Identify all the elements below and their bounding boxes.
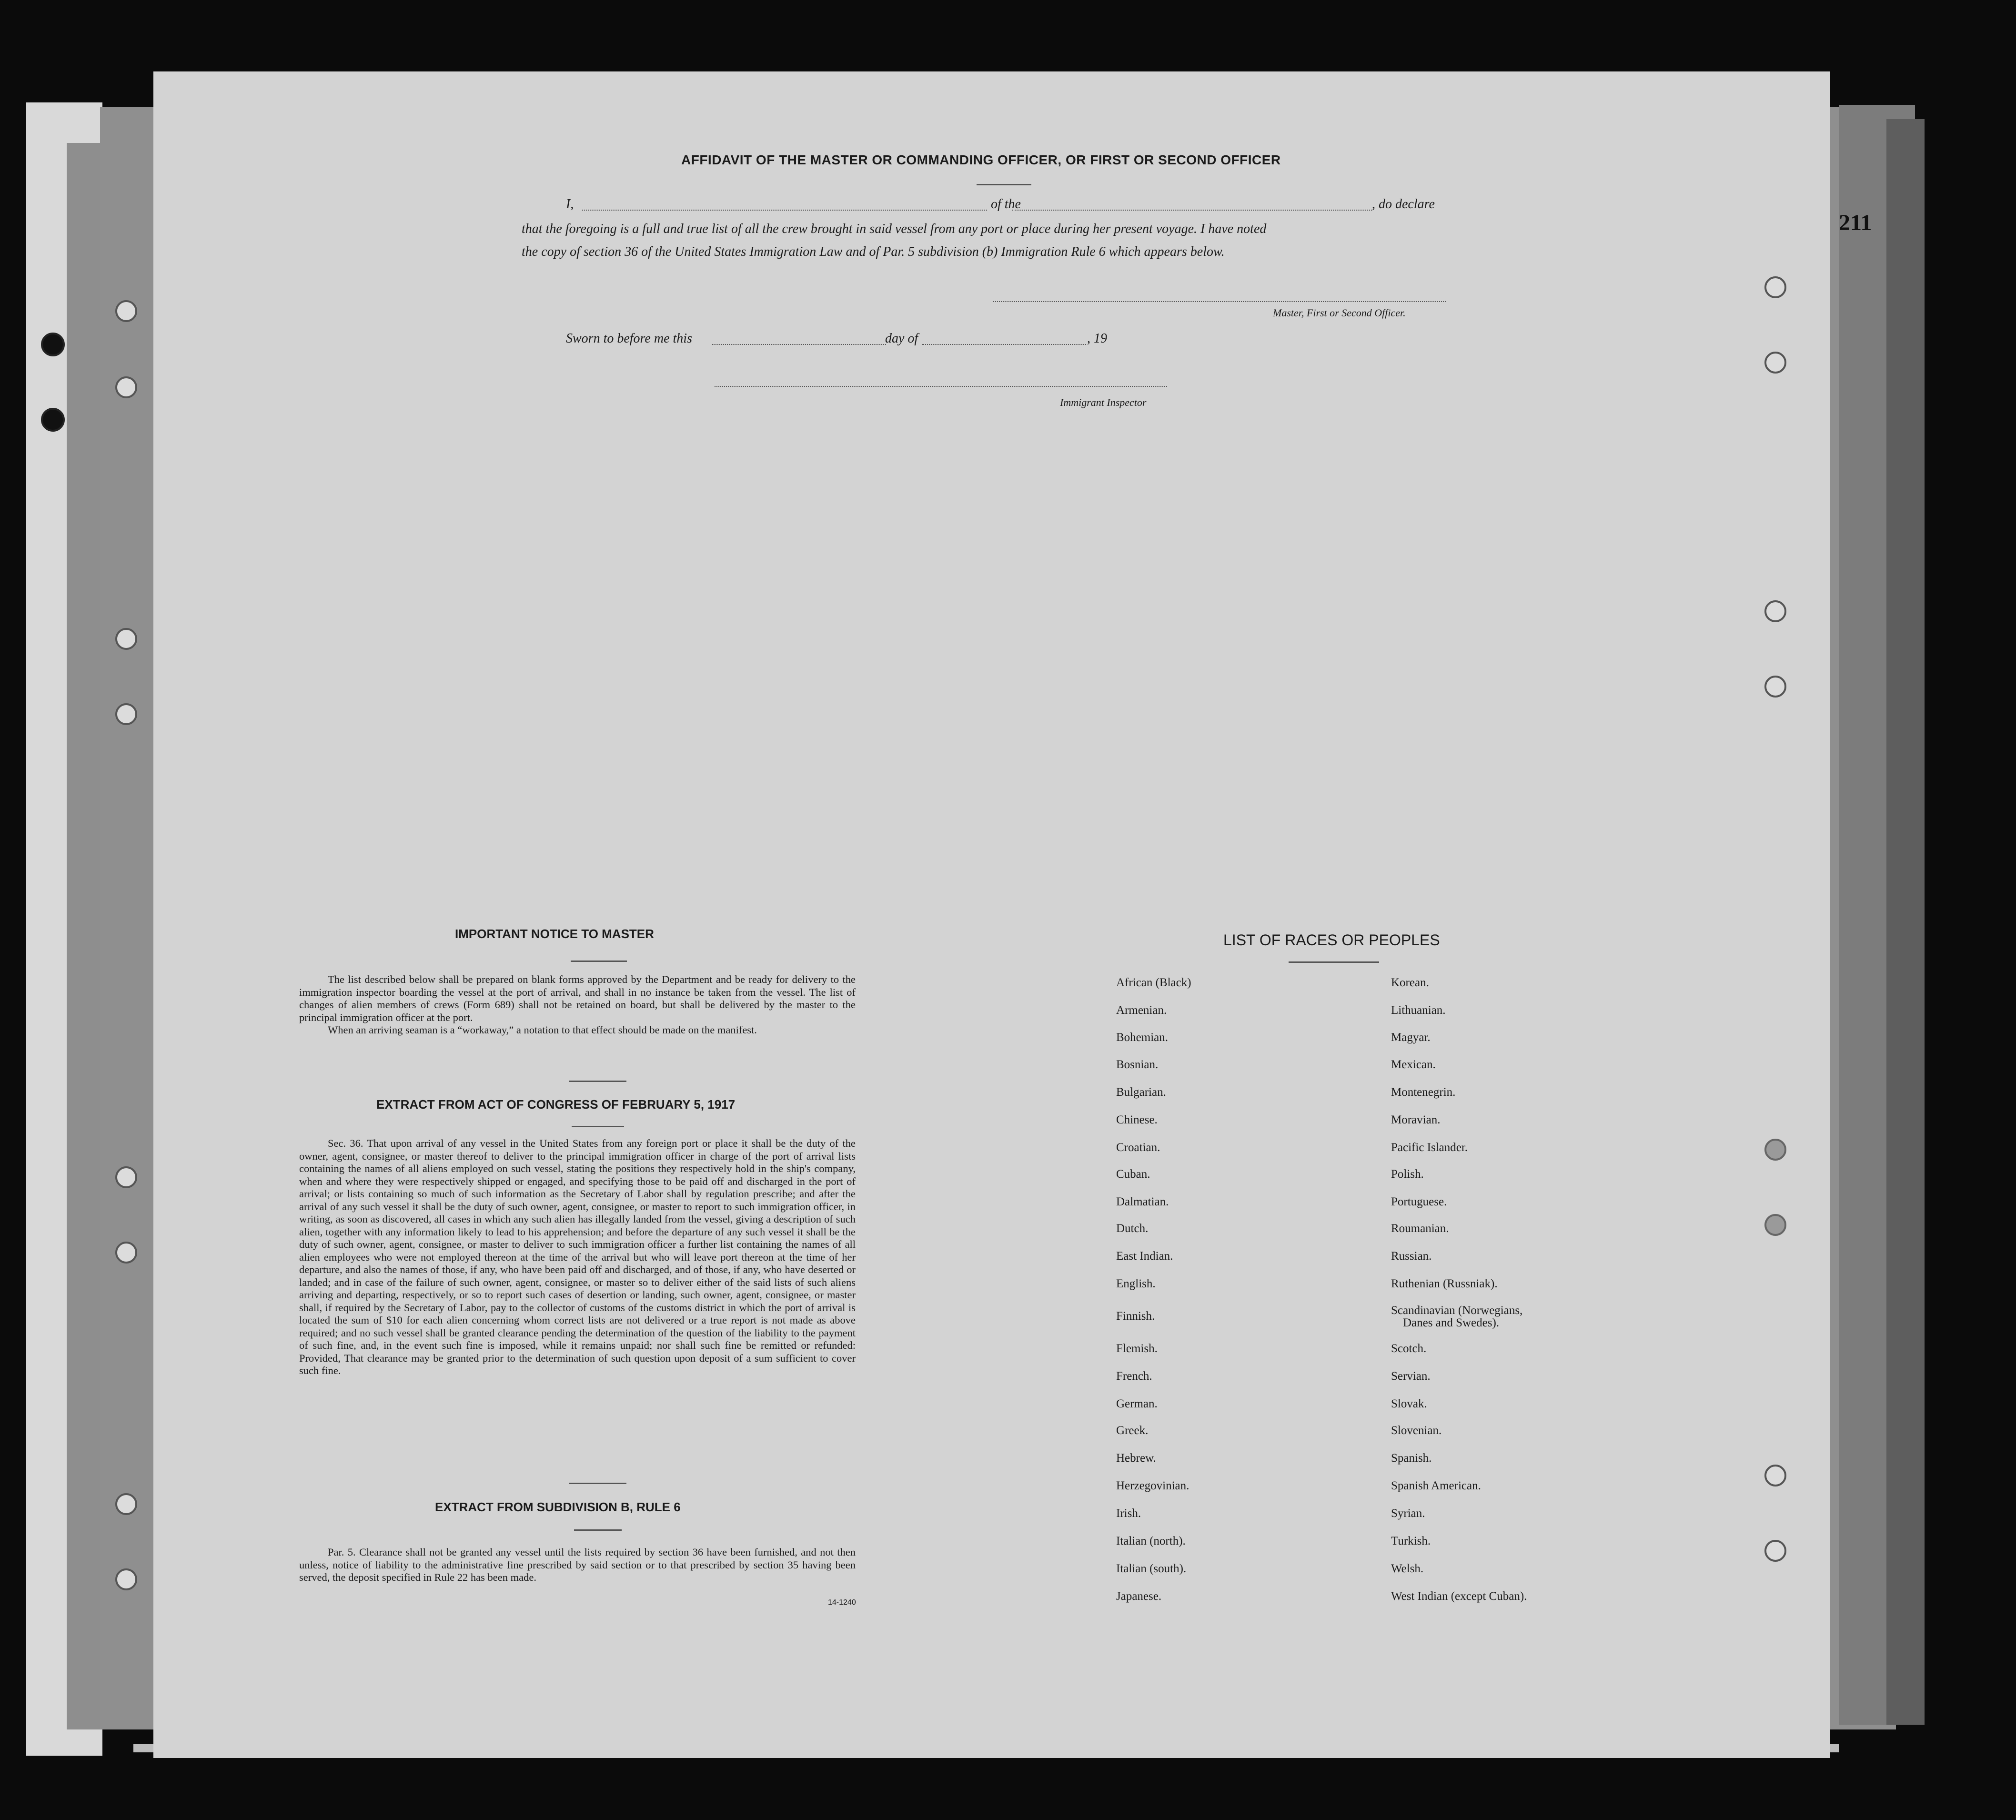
race-item: Servian.	[1391, 1370, 1431, 1383]
race-item: Mexican.	[1391, 1058, 1436, 1071]
punch-hole-icon	[115, 300, 137, 322]
vessel-name-field[interactable]	[1012, 210, 1372, 211]
notice-paragraph-2: When an arriving seaman is a “workaway,” a notation to that effect should be made on the manifest.	[328, 1024, 757, 1036]
race-item: Polish.	[1391, 1168, 1424, 1181]
master-signature-caption: Master, First or Second Officer.	[1273, 307, 1406, 319]
race-item: Armenian.	[1116, 1004, 1167, 1017]
race-item: Welsh.	[1391, 1562, 1424, 1575]
notice-paragraph-1: The list described below shall be prepared on blank forms approved by the Department and be ready for delivery to the immigration inspector boarding the vessel at the port of arrival, and shall in no instance be taken from the vessel. The list of changes of alien members of crews (Form 689) shall not be retained on board, but shall be delivered by the master to the principal immigration officer at the port.	[299, 973, 856, 1023]
punch-hole-icon	[115, 1166, 137, 1188]
sworn-month-field[interactable]	[922, 344, 1086, 345]
race-item: Croatian.	[1116, 1141, 1160, 1154]
rule-underline	[574, 1529, 622, 1531]
race-item: Flemish.	[1116, 1342, 1158, 1355]
race-item: Syrian.	[1391, 1507, 1425, 1520]
act-separator	[569, 1483, 626, 1484]
race-item: Bosnian.	[1116, 1058, 1159, 1071]
race-item: Slovak.	[1391, 1397, 1427, 1410]
title-underline	[977, 184, 1031, 185]
race-item: Dalmatian.	[1116, 1195, 1169, 1208]
affidavit-line-3: the copy of section 36 of the United States Immigration Law and of Par. 5 subdivision (b) Immigration Rule 6 which appears below.	[522, 244, 1225, 259]
race-item: Pacific Islander.	[1391, 1141, 1468, 1154]
inspector-caption: Immigrant Inspector	[1060, 396, 1147, 408]
race-item: Turkish.	[1391, 1535, 1431, 1547]
race-item: West Indian (except Cuban).	[1391, 1590, 1527, 1603]
race-item: Japanese.	[1116, 1590, 1162, 1603]
act-section-36-text: Sec. 36. That upon arrival of any vessel in the United States from any foreign port or place it shall be the duty of the owner, agent, consignee, or master thereof to deliver to the principal immigration officer in charge of the port of arrival lists containing the names of all aliens employed on such vessel, stating the positions they respectively hold in the ship's company, when and where they were respectively shipped or engaged, and specifying those to be paid off and discharged in the port of arrival; or lists containing so much of such information as the Secretary of Labor shall by regulation prescribe; and after the arrival of any such vessel it shall be the duty of such owner, agent, consignee, or master to report to such immigration officer, in writing, as soon as discovered, all cases in which any such alien has illegally landed from the vessel, giving a description of such alien, together with any information likely to lead to his apprehension; and before the departure of any such vessel it shall be the duty of such owner, agent, consignee, or master to deliver to such immigration officer a further list containing the names of all alien employees who were not employed thereon at the time of the arrival but who will leave port thereon at the time of her departure, and also the names of those, if any, who have been paid off and discharged, and of those, if any, who have deserted or landed; and in case of the failure of such owner, agent, consignee, or master so to deliver either of the said lists of such aliens arriving and departing, respectively, or so to report such cases of desertion or landing, such owner, agent, consignee, or master shall, if required by the Secretary of Labor, pay to the collector of customs of the customs district in which the port of arrival is located the sum of $10 for each alien concerning whom correct lists are not delivered or a true report is not made as above required; and no such vessel shall be granted clearance pending the determination of the question of the liability to the payment of such fine, and, in the event such fine is imposed, while it remains unpaid; nor shall such fine be remitted or refunded: Provided, That clearance may be granted prior to the determination of such question upon deposit of a sum sufficient to cover such fine.	[299, 1137, 856, 1376]
race-item: Moravian.	[1391, 1113, 1441, 1126]
affidavit-declare-label: , do declare	[1372, 197, 1435, 212]
punch-hole-icon	[115, 703, 137, 725]
races-underline	[1289, 961, 1379, 963]
punch-hole-icon	[1764, 1214, 1786, 1236]
race-item: Herzegovinian.	[1116, 1479, 1189, 1492]
day-of-label: day of	[885, 331, 918, 346]
act-title: EXTRACT FROM ACT OF CONGRESS OF FEBRUARY 5, 1917	[376, 1097, 736, 1112]
race-item: Italian (south).	[1116, 1562, 1187, 1575]
race-item: Cuban.	[1116, 1168, 1150, 1181]
race-item: Spanish American.	[1391, 1479, 1481, 1492]
affidavit-of-the-label: of the	[991, 197, 1021, 212]
punch-hole-icon	[1764, 1465, 1786, 1486]
punch-hole-icon	[115, 1493, 137, 1515]
sworn-label: Sworn to before me this	[566, 331, 692, 346]
race-item: Dutch.	[1116, 1222, 1149, 1235]
race-item: Magyar.	[1391, 1031, 1431, 1044]
affidavit-i-label: I,	[566, 197, 574, 212]
race-item: Bohemian.	[1116, 1031, 1169, 1044]
form-code: 14-1240	[828, 1598, 856, 1607]
year-label: , 19	[1087, 331, 1107, 346]
punch-hole-icon	[1764, 600, 1786, 622]
race-item: Irish.	[1116, 1507, 1141, 1520]
race-item: Scotch.	[1391, 1342, 1427, 1355]
race-item: German.	[1116, 1397, 1158, 1410]
race-item: Hebrew.	[1116, 1452, 1156, 1465]
punch-hole-icon	[115, 376, 137, 398]
race-item: Spanish.	[1391, 1452, 1432, 1465]
punch-hole-icon	[115, 1568, 137, 1590]
race-item: Ruthenian (Russniak).	[1391, 1277, 1498, 1290]
rule-paragraph-5-text: Par. 5. Clearance shall not be granted any vessel until the lists required by section 36 have been furnished, and not then unless, notice of liability to the administrative fine prescribed by said section or to that prescribed by section 35 having been served, the deposit specified in Rule 22 has been made.	[299, 1546, 856, 1583]
rule-title: EXTRACT FROM SUBDIVISION B, RULE 6	[435, 1500, 681, 1514]
race-item: Korean.	[1391, 976, 1429, 989]
race-item: Bulgarian.	[1116, 1086, 1166, 1099]
race-item: Finnish.	[1116, 1310, 1155, 1323]
punch-hole-icon	[41, 333, 65, 356]
inspector-signature-field[interactable]	[715, 386, 1167, 387]
race-item: East Indian.	[1116, 1250, 1173, 1263]
master-name-field[interactable]	[582, 210, 987, 211]
notice-title: IMPORTANT NOTICE TO MASTER	[455, 927, 654, 941]
race-item: Greek.	[1116, 1424, 1149, 1437]
punch-hole-icon	[41, 408, 65, 432]
punch-hole-icon	[115, 628, 137, 650]
races-title: LIST OF RACES OR PEOPLES	[1223, 931, 1440, 949]
notice-text	[299, 973, 856, 1037]
notice-underline	[571, 961, 627, 962]
act-underline	[572, 1126, 624, 1127]
page-number: 211	[1839, 210, 1872, 235]
race-item: Slovenian.	[1391, 1424, 1442, 1437]
binder-right-shadow	[1886, 119, 1925, 1725]
notice-separator	[569, 1081, 626, 1082]
race-item: English.	[1116, 1277, 1156, 1290]
race-item: Scandinavian (Norwegians, Danes and Swedes).	[1391, 1304, 1523, 1329]
sworn-day-field[interactable]	[712, 344, 886, 345]
affidavit-title: AFFIDAVIT OF THE MASTER OR COMMANDING OFFICER, OR FIRST OR SECOND OFFICER	[681, 152, 1281, 167]
race-item: Lithuanian.	[1391, 1004, 1446, 1017]
race-item: Chinese.	[1116, 1113, 1158, 1126]
race-item: French.	[1116, 1370, 1152, 1383]
punch-hole-icon	[1764, 1540, 1786, 1562]
punch-hole-icon	[1764, 352, 1786, 374]
race-item: African (Black)	[1116, 976, 1191, 989]
master-signature-field[interactable]	[993, 301, 1446, 302]
punch-hole-icon	[115, 1242, 137, 1264]
race-item: Portuguese.	[1391, 1195, 1447, 1208]
race-item: Montenegrin.	[1391, 1086, 1456, 1099]
punch-hole-icon	[1764, 276, 1786, 298]
punch-hole-icon	[1764, 676, 1786, 698]
manifest-page	[153, 71, 1830, 1758]
race-item: Roumanian.	[1391, 1222, 1449, 1235]
punch-hole-icon	[1764, 1139, 1786, 1161]
race-item: Russian.	[1391, 1250, 1432, 1263]
affidavit-line-2: that the foregoing is a full and true list of all the crew brought in said vessel from any port or place during her present voyage. I have noted	[522, 222, 1267, 236]
race-item: Italian (north).	[1116, 1535, 1186, 1547]
